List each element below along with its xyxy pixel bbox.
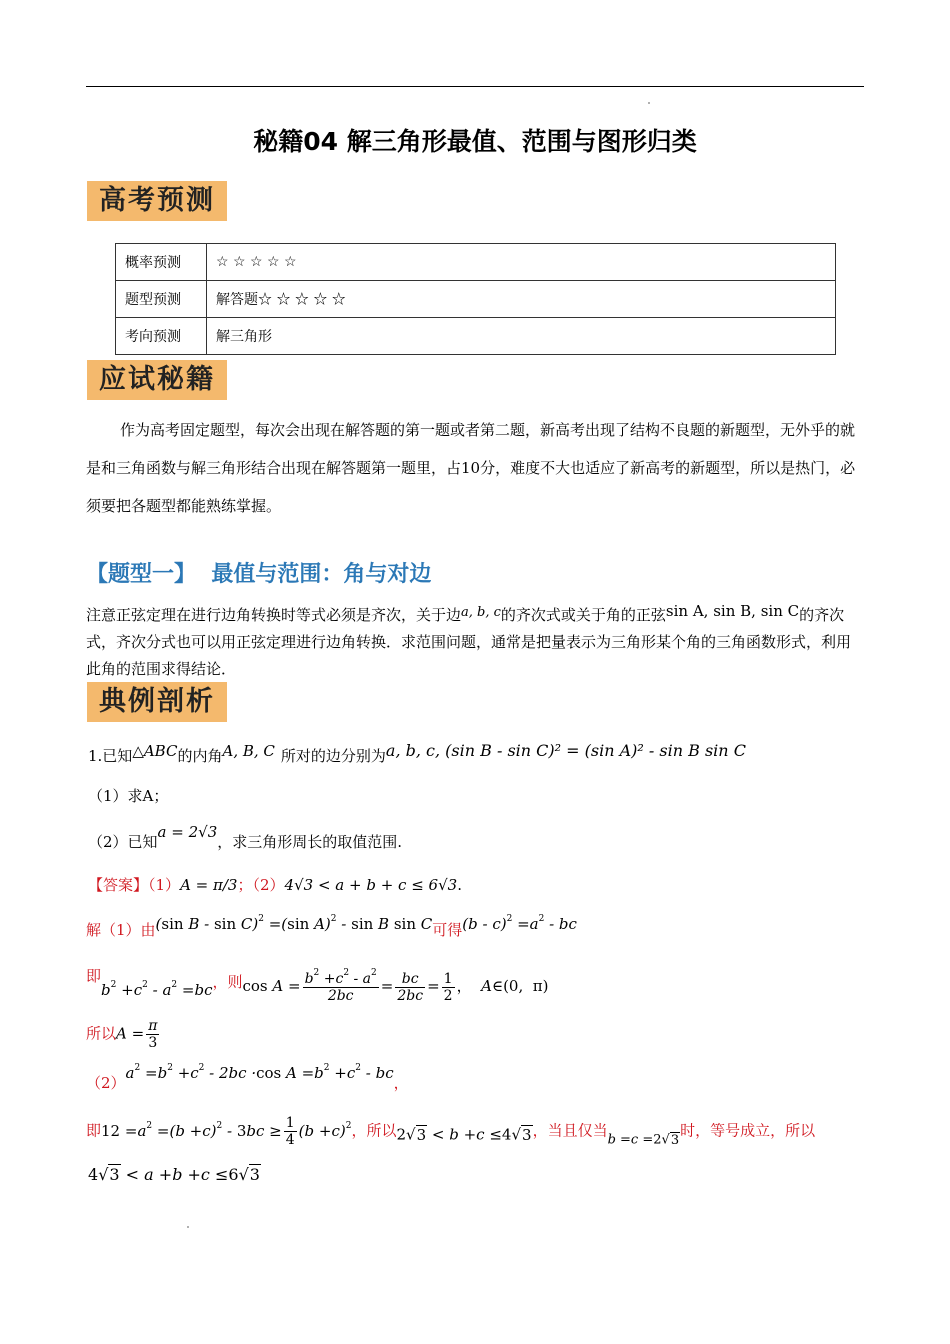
question-text: ； [153, 787, 169, 805]
question-label: （1）求 [88, 787, 143, 805]
question-1 [88, 785, 168, 806]
badge-secrets: 应试秘籍 [87, 360, 227, 400]
answer-part: （2） [252, 876, 285, 894]
question-condition: a = 2√3 [157, 823, 218, 841]
table-value: ☆ ☆ ☆ ☆ ☆ [207, 244, 836, 281]
question-text: ，求三角形周长的取值范围. [217, 833, 403, 851]
problem-condition: a, b, c, (sin B - sin C)² = (sin A)² - sin B sin C [385, 741, 746, 760]
decorative-dot [648, 102, 650, 104]
solution-line-2: 即$b^2 +c^2 - a^2 =bc$，则cos A = $\frac{b^2 +c^2 - a^2}{2bc}$ = $\frac{bc}{2bc}$ = $\frac{1}{2}$ ， A∈(0, π) [86, 967, 549, 1004]
solution-text: ，所以 [351, 1121, 397, 1140]
solution-text: 时，等号成立，所以 [680, 1121, 816, 1140]
solution-line-1: 解（1）由(sin B - sin C)$^2$ =(sin A)$^2$ - sin B sin C可得$(b - c)^2 =a^2$ - bc [86, 914, 577, 939]
page-title: 秘籍04 解三角形最值、范围与图形归类 [253, 127, 697, 156]
solution-text: 所以 [86, 1024, 117, 1043]
solution-text: ， [456, 977, 472, 995]
solution-line-6: 4√3 < a +b +c ≤6√3 [88, 1165, 260, 1184]
method-note [86, 598, 864, 683]
problem-text: 的内角 [177, 747, 223, 765]
answer-value: 4√3 < a + b + c ≤ 6√3 [284, 876, 458, 894]
table-key: 概率预测 [116, 244, 207, 281]
table-row [116, 244, 836, 281]
note-text: 注意正弦定理在进行边角转换时等式必须是齐次，关于边 [86, 606, 462, 624]
solution-text: 即 [86, 1121, 102, 1140]
section-tag: 【题型一】 [86, 562, 197, 587]
solution-text: ，当且仅当 [532, 1121, 608, 1140]
question-2 [88, 823, 402, 852]
note-sines: sin A, sin B, sin C [665, 602, 800, 620]
answer-sep: ； [237, 876, 253, 894]
answer-tag: 【答案】 [88, 876, 149, 894]
solution-line-3: 所以A = $\frac{\pi}{3}$ [86, 1018, 158, 1051]
section-title: 最值与范围：角与对边 [211, 562, 432, 587]
solution-line-5: 即$12 =a^2 =(b +c)^2 - 3bc$ ≥ $\frac{1}{4}$ $(b +c)^2$，所以2√3 < b +c ≤4√3，当且仅当b =c =2√3时，等号成立，所以 [86, 1115, 816, 1148]
problem-text: 所对的边分别为 [280, 747, 386, 765]
problem-text: 1.已知 [88, 747, 133, 765]
solution-line-4: $(2)a^2 =b^2 +c^2 - 2bc \cdot\cos$ $A =b^2 +c^2$ - bc， [86, 1063, 409, 1092]
solution-text: 可得 [432, 921, 463, 939]
section-heading [86, 557, 431, 588]
solution-text: （2） [86, 1074, 126, 1092]
prediction-table [115, 243, 836, 355]
table-key: 题型预测 [116, 281, 207, 318]
question-label: （2）已知 [88, 833, 158, 851]
solution-text: ，则 [212, 973, 243, 991]
solution-text: 解（1）由 [86, 921, 156, 939]
triangle-symbol: △ABC [132, 742, 178, 760]
badge-forecast: 高考预测 [87, 181, 227, 221]
note-text: 的齐次式，齐次分式也可以用正弦定理进行边角转换．求范围问题，通常是把量表示为三角形某个角的三角函数形式，利用此角的范围求得结论． [86, 606, 852, 678]
note-text: 的齐次式或关于角的正弦 [500, 606, 666, 624]
answer-value: A = π/3 [180, 876, 238, 894]
table-row [116, 318, 836, 355]
decorative-dot [187, 1226, 189, 1228]
badge-examples: 典例剖析 [87, 682, 227, 722]
answer-end: . [457, 876, 462, 894]
table-row [116, 281, 836, 318]
question-var: A [142, 787, 154, 805]
note-sides: a, b, c [461, 605, 501, 620]
solution-text: ， [393, 1074, 409, 1092]
table-value: 解答题☆ ☆ ☆ ☆ ☆ [207, 281, 836, 318]
angle-vars: A, B, C [222, 742, 275, 760]
answer-part: （1） [148, 876, 181, 894]
header-rule [86, 86, 864, 87]
table-key: 考向预测 [116, 318, 207, 355]
answer-line [88, 874, 462, 895]
solution-text: 即 [86, 967, 102, 985]
problem-statement [88, 741, 746, 766]
intro-paragraph: 作为高考固定题型，每次会出现在解答题的第一题或者第二题，新高考出现了结构不良题的新题型，无外乎的就是和三角函数与解三角形结合出现在解答题第一题里，占10分，难度不大也适应了新高考的新题型，所以是热门，必须要把各题型都能熟练掌握。 [86, 421, 856, 515]
table-value: 解三角形 [207, 318, 836, 355]
